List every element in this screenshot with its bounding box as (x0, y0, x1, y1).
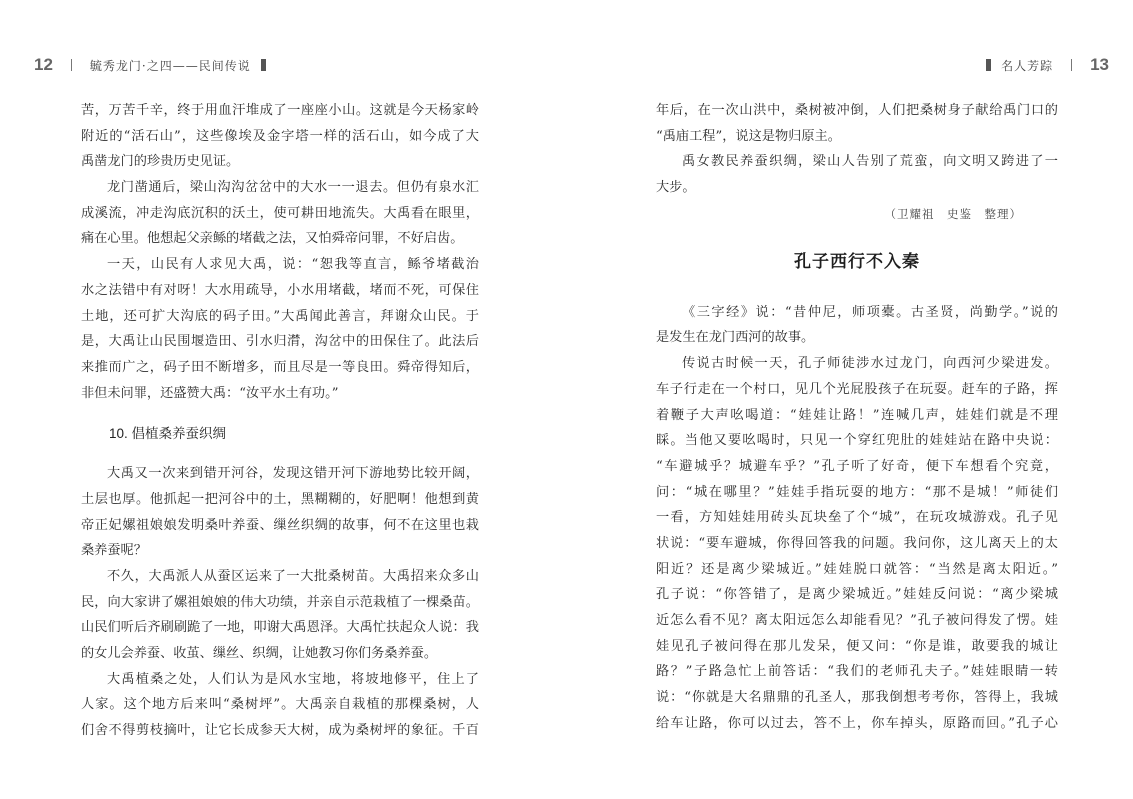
text-line: 大禹又一次来到错开河谷，发现这错开河下游地势比较开阔， (107, 466, 479, 482)
text-line: 是，大禹让山民围堰造田、引水归潸，沟岔中的田保住了。此法后 (81, 334, 479, 350)
author-credit: （卫耀祖 史鉴 整理） (884, 206, 1022, 221)
right-page (566, 0, 1133, 799)
text-line: 《三字经》说：“昔仲尼，师项橐。古圣贤，尚勤学。”说的 (682, 304, 1058, 320)
text-line: 传说古时候一天，孔子师徒涉水过龙门，向西河少梁进发。 (682, 356, 1058, 372)
text-line: 一天，山民有人求见大禹，说：“恕我等直言，鲧爷堵截治 (107, 257, 479, 273)
header-divider (71, 59, 72, 71)
text-line: 娃见孔子被问得在那儿发呆，便又问：“你是谁，敢要我的城让 (656, 638, 1058, 654)
header-block-mark (261, 59, 266, 71)
text-line: “车避城乎？城避车乎？”孔子听了好奇，便下车想看个究竟， (656, 458, 1058, 474)
text-line: 土地，还可扩大沟底的码子田。”大禹闻此善言，拜谢众山民。于 (81, 308, 479, 324)
section-heading: 10. 倡植桑养蚕织绸 (109, 426, 227, 442)
text-line: 近怎么看不见？离太阳远怎么却能看见？”孔子被问得发了愣。娃 (656, 613, 1058, 628)
right-page-header (976, 50, 1109, 80)
text-line: 一看，方知娃娃用砖头瓦块垒了个“城”，在玩攻城游戏。孔子见 (656, 510, 1058, 526)
text-line: 给车让路，你可以过去，答不上，你车掉头，原路而回。”孔子心 (656, 715, 1058, 731)
text-line: 痛在心里。他想起父亲鲧的堵截之法，又怕舜帝问罪，不好启齿。 (81, 231, 464, 247)
text-line: 着鞭子大声吆喝道：“娃娃让路！”连喊几声，娃娃们就是不理 (656, 407, 1058, 423)
page-number-left: 12 (34, 55, 53, 74)
text-line: 龙门凿通后，梁山沟沟岔岔中的大水一一退去。但仍有泉水汇 (107, 180, 479, 196)
text-line: 状说：“要车避城，你得回答我的问题。我问你，这儿离天上的太 (656, 535, 1058, 551)
text-line: 禹凿龙门的珍贵历史见证。 (81, 154, 240, 170)
running-header-right: 名人芳踪 (1001, 58, 1054, 73)
header-block-mark (986, 59, 991, 71)
text-line: 成溪流，冲走沟底沉积的沃土，使可耕田地流失。大禹看在眼里， (81, 205, 479, 221)
text-line: 水之法错中有对呀！大水用疏导，小水用堵截，堵而不死，可保住 (81, 282, 479, 298)
running-header-left: 毓秀龙门·之四——民间传说 (89, 58, 251, 73)
text-line: 不久，大禹派人从蚕区运来了一大批桑树苗。大禹招来众多山 (107, 569, 479, 584)
text-line: 孔子说：“你答错了，是离少梁城近。”娃娃反问说：“离少梁城 (656, 587, 1058, 603)
text-line: 们舍不得剪枝摘叶，让它长成参天大树，成为桑树坪的象征。千百 (81, 723, 479, 739)
text-line: 土层也厚。他抓起一把河谷中的土，黑糊糊的，好肥啊！他想到黄 (81, 491, 479, 507)
text-line: 大步。 (656, 180, 696, 196)
text-line: 阳近？还是离少梁城近。”娃娃脱口就答：“当然是离太阳近。” (656, 561, 1058, 577)
text-line: 的女儿会养蚕、收茧、缫丝、织绸，让她教习你们务桑养蚕。 (81, 646, 438, 662)
text-line: 人家。这个地方后来叫“桑树坪”。大禹亲自栽植的那棵桑树，人 (81, 697, 479, 713)
text-line: 睬。当他又要吆喝时，只见一个穿红兜肚的娃娃站在路中央说： (656, 433, 1058, 449)
text-line: 是发生在龙门西河的故事。 (656, 330, 815, 346)
right-page-body (656, 98, 1058, 736)
text-line: 说：“你就是大名鼎鼎的孔圣人，那我倒想考考你，答得上，我城 (656, 690, 1058, 706)
text-line: 非但未问罪，还盛赞大禹：“汝平水土有功。” (81, 385, 339, 401)
page-number-right: 13 (1090, 55, 1109, 74)
text-line: 附近的“活石山”，这些像埃及金字塔一样的活石山，如今成了大 (81, 128, 479, 144)
left-page (0, 0, 566, 799)
text-line: 车子行走在一个村口，见几个光屁股孩子在玩耍。赶车的子路，挥 (656, 381, 1058, 397)
text-line: 问：“城在哪里？”娃娃手指玩耍的地方：“那不是城！”师徒们 (656, 484, 1058, 500)
text-line: 帝正妃嫘祖娘娘发明桑叶养蚕、缫丝织绸的故事，何不在这里也栽 (81, 517, 479, 533)
text-line: 桑养蚕呢？ (81, 543, 147, 559)
text-line: 年后，在一次山洪中，桑树被冲倒，人们把桑树身子献给禹门口的 (656, 103, 1058, 118)
left-page-body (81, 98, 479, 744)
text-line: 民，向大家讲了嫘祖娘娘的伟大功绩，并亲自示范栽植了一棵桑苗。 (81, 594, 479, 610)
text-line: “禹庙工程”，说这是物归原主。 (656, 128, 841, 144)
left-page-header (34, 50, 276, 80)
text-line: 苦，万苦千辛，终于用血汗堆成了一座座小山。这就是今天杨家岭 (81, 103, 479, 118)
header-divider (1071, 59, 1072, 71)
article-title: 孔子西行不入秦 (794, 251, 920, 272)
text-line: 来推而广之，码子田不断增多，而且尽是一等良田。舜帝得知后， (81, 359, 479, 375)
text-line: 山民们听后齐刷刷跪了一地，叩谢大禹恩泽。大禹忙扶起众人说：我 (81, 620, 479, 636)
text-line: 路？”子路急忙上前答话：“我们的老师孔夫子。”娃娃眼睛一转 (656, 664, 1058, 680)
text-line: 禹女教民养蚕织绸，梁山人告别了荒蛮，向文明又跨进了一 (682, 154, 1058, 170)
text-line: 大禹植桑之处，人们认为是风水宝地，将坡地修平，住上了 (107, 671, 479, 687)
